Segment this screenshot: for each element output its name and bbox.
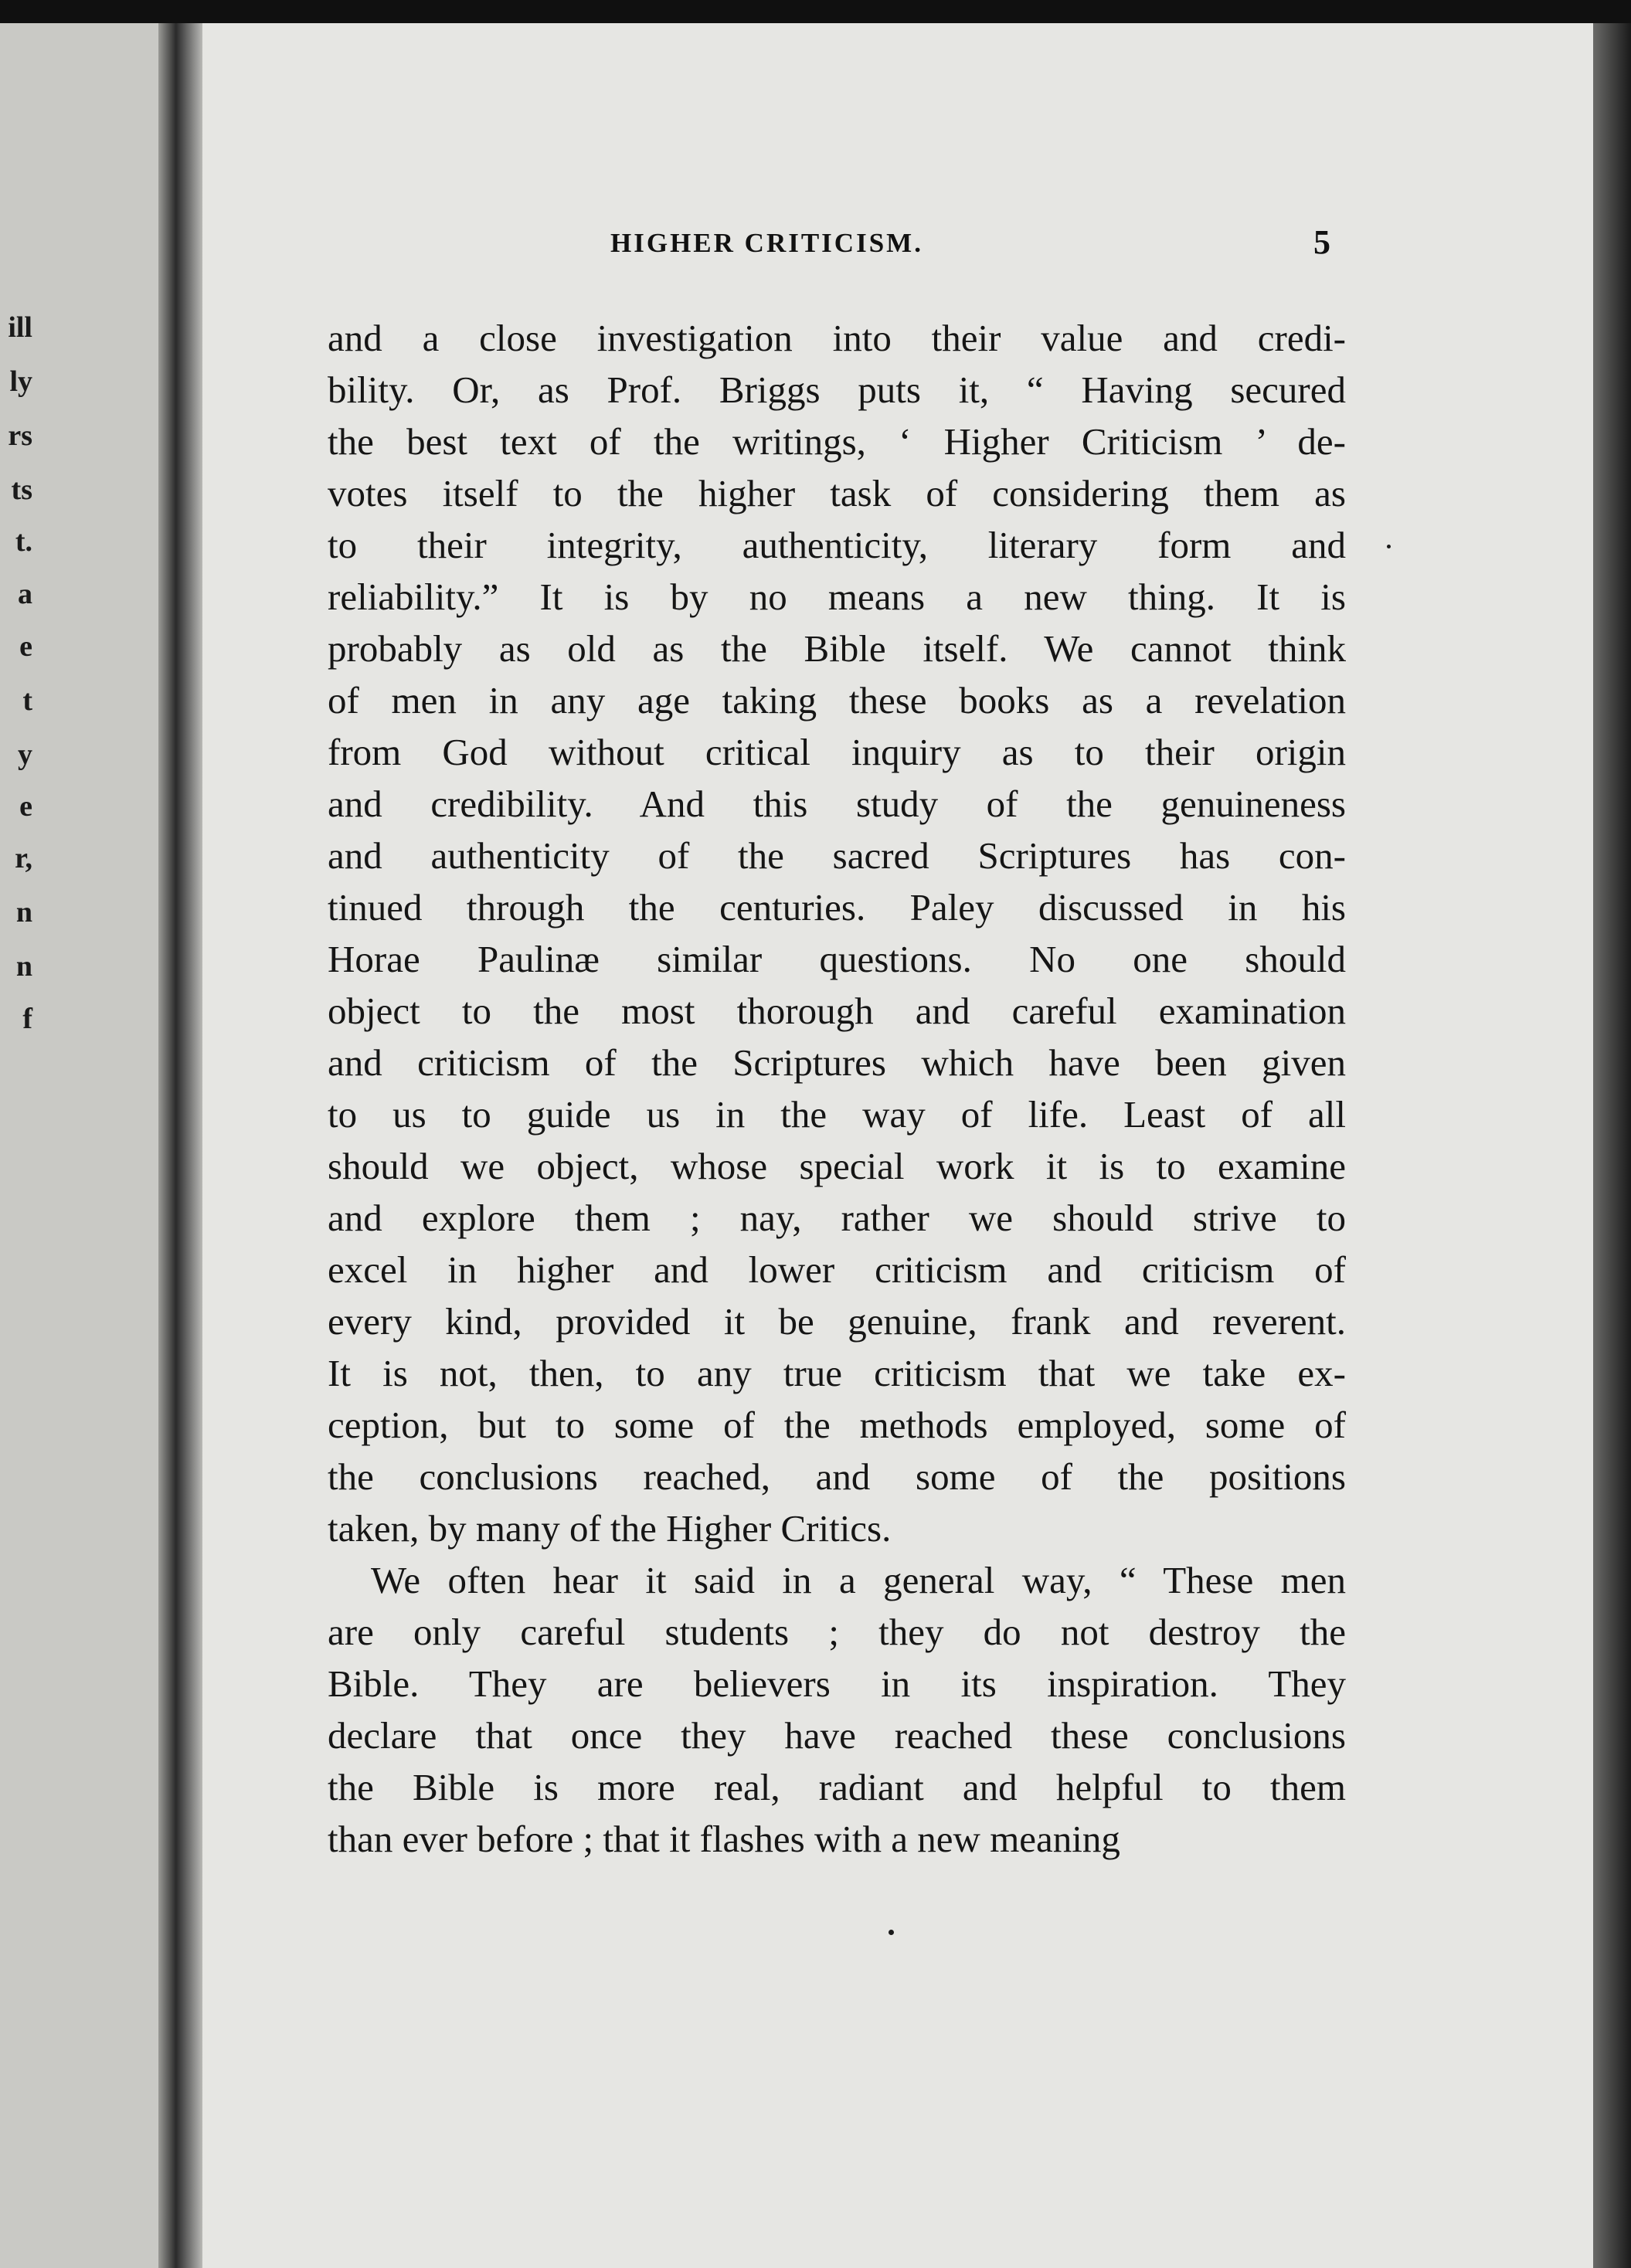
text-line: bility. Or, as Prof. Briggs puts it, “ Having secured [328,368,1346,411]
facing-page-fragment: ts [11,474,32,506]
text-line: declare that once they have reached these conclusions [328,1714,1346,1757]
running-head: HIGHER CRITICISM. [610,228,923,258]
facing-page-fragment: f [22,1003,32,1035]
text-line: reliability.” It is by no means a new thing. It is [328,575,1346,618]
facing-page-fragment: e [19,630,32,663]
text-line: to their integrity, authenticity, literary form and [328,524,1346,566]
text-line: We often hear it said in a general way, “ These men [371,1559,1346,1601]
text-line: of men in any age taking these books as a revelation [328,679,1346,721]
text-line: excel in higher and lower criticism and criticism of [328,1248,1346,1291]
facing-page-fragment: t. [15,525,32,558]
facing-page-fragment: e [19,790,32,823]
text-line: It is not, then, to any true criticism that we take ex- [328,1352,1346,1394]
page-number: 5 [1313,223,1330,261]
facing-page-fragment: r, [15,842,32,874]
facing-page-fragment: rs [8,419,32,452]
text-line: the conclusions reached, and some of the positions [328,1455,1346,1498]
text-line: ception, but to some of the methods employed, some of [328,1404,1346,1446]
text-line: taken, by many of the Higher Critics. [328,1507,892,1550]
text-line: and explore them ; nay, rather we should strive to [328,1197,1346,1239]
text-line: object to the most thorough and careful examination [328,990,1346,1032]
text-line: every kind, provided it be genuine, frank and reverent. [328,1300,1346,1343]
text-line: votes itself to the higher task of considering them as [328,472,1346,514]
text-line: should we object, whose special work it is to examine [328,1145,1346,1187]
text-line: from God without critical inquiry as to their origin [328,731,1346,773]
body-text [328,312,1346,1865]
facing-page-fragment: ly [9,365,32,398]
text-line: are only careful students ; they do not destroy the [328,1611,1346,1653]
text-line: and credibility. And this study of the genuineness [328,783,1346,825]
text-line: Bible. They are believers in its inspiration. They [328,1662,1346,1705]
dust-speck [889,1930,894,1935]
text-line: the Bible is more real, radiant and helpful to them [328,1766,1346,1808]
text-line: and a close investigation into their value and credi- [328,317,1346,359]
text-line: the best text of the writings, ‘ Higher Criticism ’ de- [328,420,1346,463]
facing-page-fragment: t [22,684,32,717]
text-line: than ever before ; that it flashes with a new meaning [328,1818,1120,1860]
text-line: to us to guide us in the way of life. Least of all [328,1093,1346,1136]
text-line: Horae Paulinæ similar questions. No one should [328,938,1346,980]
dust-speck [1387,545,1391,548]
facing-page-fragment: y [18,738,32,771]
text-line: tinued through the centuries. Paley discussed in his [328,886,1346,929]
text-line: and criticism of the Scriptures which have been given [328,1041,1346,1084]
page-edge-shadow [1593,23,1631,2268]
facing-page-fragment: n [15,950,32,983]
facing-page-edge [0,23,179,2268]
text-line: probably as old as the Bible itself. We cannot think [328,627,1346,670]
facing-page-fragment: n [15,896,32,929]
text-line: and authenticity of the sacred Scriptures has con- [328,834,1346,877]
binding-gutter [158,23,205,2268]
facing-page-fragment: ill [8,311,32,344]
facing-page-fragment: a [18,578,32,610]
